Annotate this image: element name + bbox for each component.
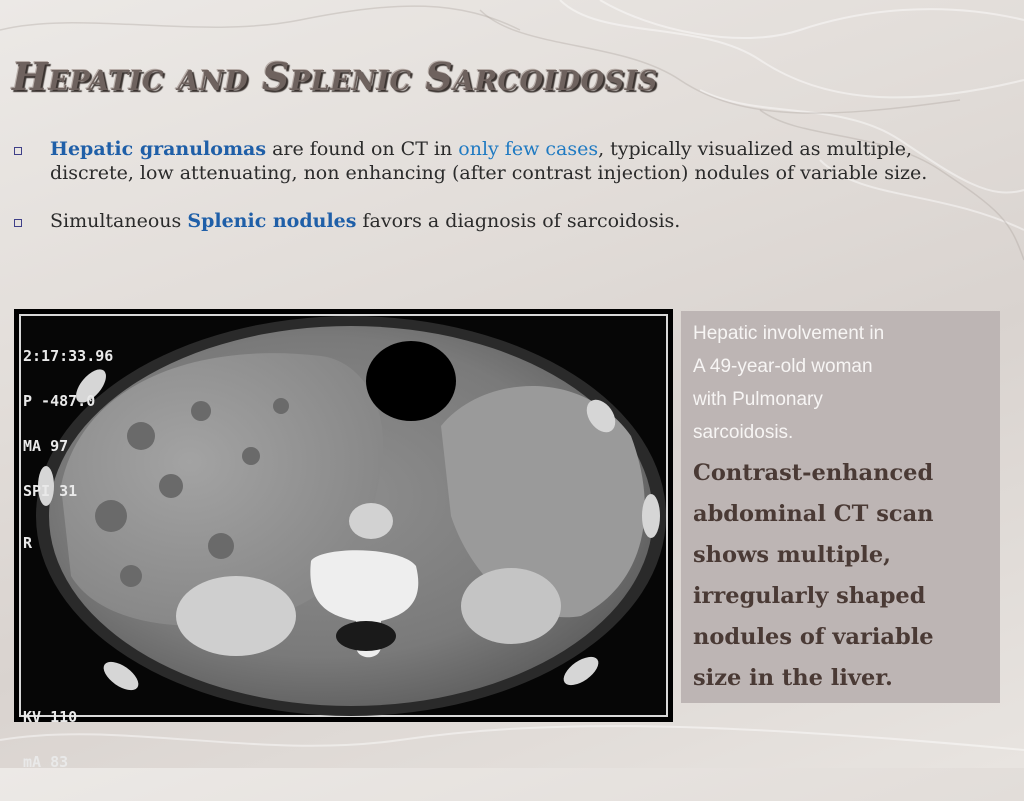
- ct-overlay-line: mA 83: [23, 753, 69, 771]
- bullet-1-text: , typically visualized as multiple, discrete, low attenuating, non enhancing (after contrast injection) nodules of variable size.: [50, 138, 928, 184]
- caption-main-line: abdominal CT scan: [693, 501, 934, 527]
- caption-main-line: nodules of variable: [693, 624, 934, 650]
- caption-main-line: shows multiple,: [693, 542, 891, 568]
- bullet-list: [14, 137, 974, 257]
- bullet-1-keyword: Hepatic granulomas: [50, 138, 267, 160]
- bullet-item: [14, 137, 974, 185]
- caption-box: [681, 311, 1000, 703]
- bullet-2-keyword: Splenic nodules: [187, 210, 357, 232]
- caption-subtitle-line: A 49-year-old woman: [693, 356, 873, 377]
- ct-scan-image: [14, 309, 673, 771]
- caption-main: [693, 453, 988, 699]
- bullet-2-text: favors a diagnosis of sarcoidosis.: [356, 210, 681, 232]
- ct-overlay-line: KV 110: [23, 708, 78, 726]
- ct-overlay-line: 2:17:33.96: [23, 347, 114, 365]
- ct-overlay-bottom: [23, 680, 77, 800]
- bullet-1-highlight: only few cases: [458, 138, 599, 160]
- bullet-1-text: are found on CT in: [266, 138, 459, 160]
- caption-subtitle-line: with Pulmonary: [693, 389, 823, 410]
- bullet-item: [14, 209, 974, 233]
- ct-overlay-side: R: [23, 534, 33, 552]
- caption-subtitle-line: sarcoidosis.: [693, 422, 794, 443]
- slide-title: Hepatic and Splenic Sarcoidosis: [12, 54, 658, 99]
- ct-overlay-top: [23, 319, 113, 529]
- caption-main-line: size in the liver.: [693, 665, 893, 691]
- bullet-square-icon: [14, 147, 22, 155]
- ct-overlay-line: MA 97: [23, 437, 69, 455]
- caption-subtitle: [693, 317, 988, 449]
- ct-scan-viewport: [19, 314, 668, 771]
- caption-main-line: irregularly shaped: [693, 583, 926, 609]
- ct-overlay-line: P -487.0: [23, 392, 96, 410]
- caption-subtitle-line: Hepatic involvement in: [693, 323, 885, 344]
- ct-overlay-line: SPI 31: [23, 482, 78, 500]
- caption-main-line: Contrast-enhanced: [693, 460, 934, 486]
- ct-scan-graphic: [21, 316, 666, 715]
- bullet-square-icon: [14, 219, 22, 227]
- bullet-2-text: Simultaneous: [50, 210, 188, 232]
